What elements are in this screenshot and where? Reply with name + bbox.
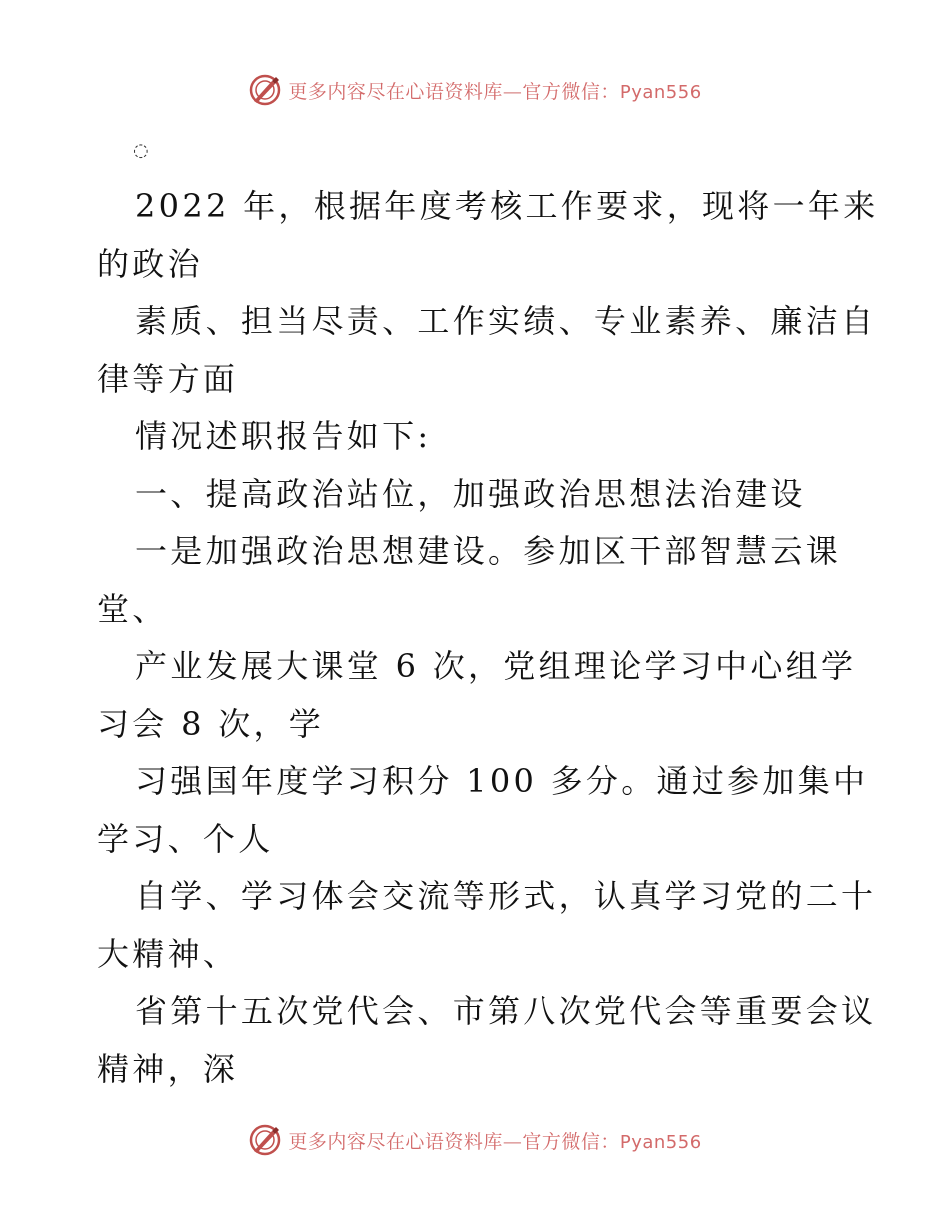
text-line: 产业发展大课堂 6 次，党组理论学习中心组学: [135, 647, 857, 685]
watermark-wechat-id: Pyan556: [619, 81, 702, 103]
marker-glyph: ◌: [133, 140, 149, 161]
watermark-wechat-label: 官方微信：: [522, 80, 620, 103]
text-line: 大精神、: [97, 934, 239, 973]
text-line: 省第十五次党代会、市第八次党代会等重要会议: [135, 992, 877, 1030]
pen-logo-icon: [248, 1123, 282, 1157]
text-line: 习强国年度学习积分 100 多分。通过参加集中: [135, 762, 869, 800]
watermark-separator: —: [502, 1130, 523, 1153]
text-line: 的政治: [97, 244, 203, 283]
watermark-wechat-id: Pyan556: [619, 1131, 702, 1153]
watermark-site-text: 更多内容尽在心语资料库: [288, 80, 503, 103]
text-line: 学习、个人: [97, 819, 274, 858]
text-line: 2022 年，根据年度考核工作要求，现将一年来: [135, 187, 879, 225]
footer-watermark: [0, 1120, 950, 1160]
watermark-site-text: 更多内容尽在心语资料库: [288, 1130, 503, 1153]
text-line: 堂、: [97, 589, 168, 628]
text-line: 律等方面: [97, 359, 239, 398]
text-line: 精神，深: [97, 1049, 239, 1088]
document-body: [97, 178, 879, 1098]
watermark-text: [288, 1127, 701, 1154]
text-line: 一是加强政治思想建设。参加区干部智慧云课: [135, 532, 842, 570]
text-line: 习会 8 次，学: [97, 704, 325, 743]
text-line: 自学、学习体会交流等形式，认真学习党的二十: [135, 877, 877, 915]
watermark-separator: —: [502, 80, 523, 103]
section-heading: 一、提高政治站位，加强政治思想法治建设: [135, 474, 806, 513]
pen-logo-icon: [248, 73, 282, 107]
header-watermark: [0, 70, 950, 110]
text-line: 情况述职报告如下:: [135, 417, 432, 455]
watermark-wechat-label: 官方微信：: [522, 1130, 620, 1153]
text-line: 素质、担当尽责、工作实绩、专业素养、廉洁自: [135, 302, 877, 340]
watermark-text: [288, 77, 701, 104]
